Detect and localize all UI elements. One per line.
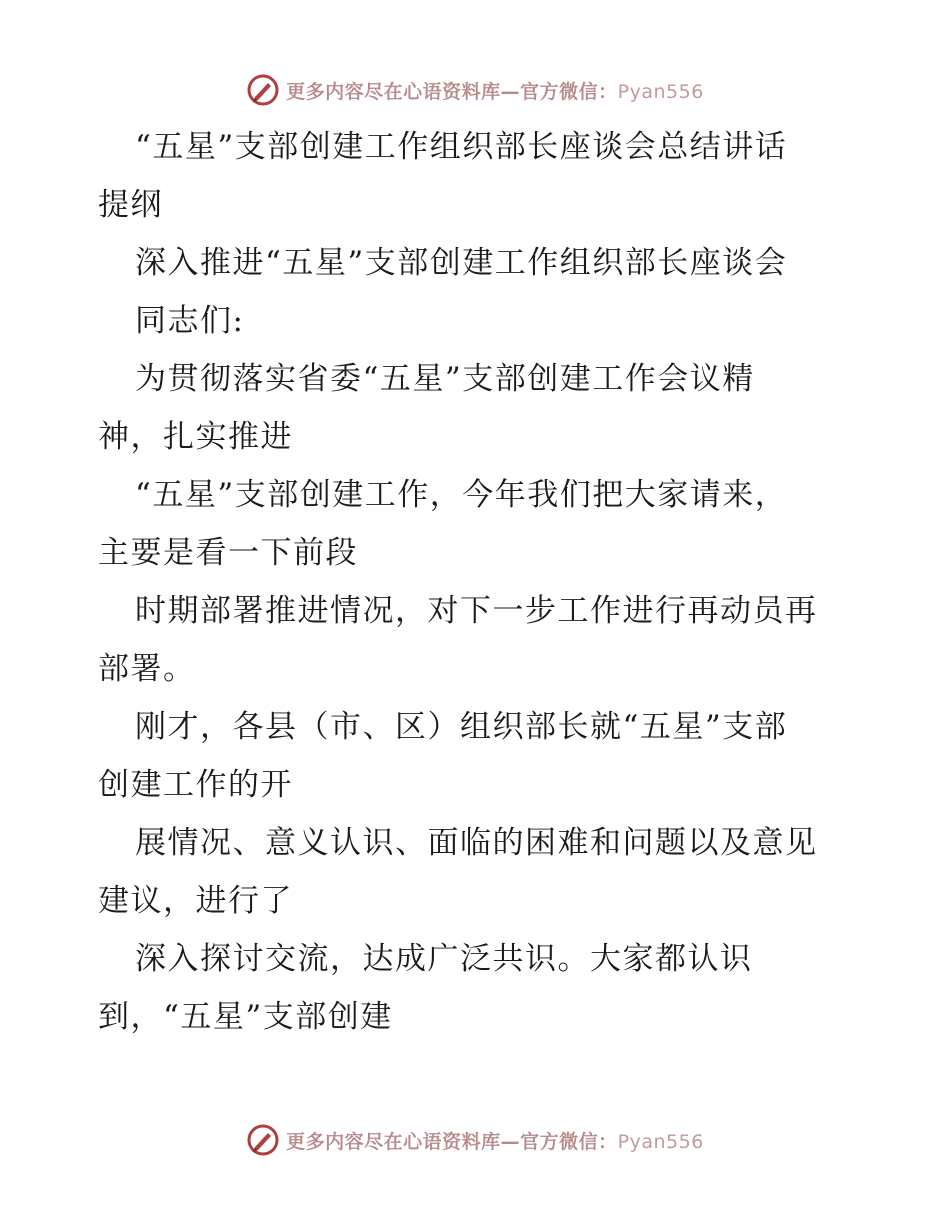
text-line: 部署。 <box>98 651 196 687</box>
pen-logo-icon <box>246 73 280 107</box>
text-line: 深入推进“五星”支部创建工作组织部长座谈会 <box>135 245 788 281</box>
watermark-text: 更多内容尽在心语资料库—官方微信：Pyan556 <box>286 80 704 103</box>
text-line: 深入探讨交流，达成广泛共识。大家都认识 <box>135 941 753 977</box>
text-line: 主要是看一下前段 <box>98 535 358 571</box>
text-line: 展情况、意义认识、面临的困难和问题以及意见 <box>135 825 818 861</box>
text-line: 建议，进行了 <box>98 883 293 919</box>
text-line: “五星”支部创建工作组织部长座谈会总结讲话 <box>135 129 788 165</box>
text-line: 为贯彻落实省委“五星”支部创建工作会议精 <box>135 361 755 397</box>
footer-watermark <box>0 1120 950 1160</box>
watermark-text: 更多内容尽在心语资料库—官方微信：Pyan556 <box>286 1130 704 1153</box>
text-line: 神，扎实推进 <box>98 419 293 455</box>
pen-logo-icon <box>246 1123 280 1157</box>
text-line: 创建工作的开 <box>98 767 293 803</box>
text-line: 同志们: <box>135 303 245 339</box>
text-line: 时期部署推进情况，对下一步工作进行再动员再 <box>135 593 818 629</box>
text-line: 到，“五星”支部创建 <box>98 999 393 1035</box>
document-body <box>98 118 858 1046</box>
header-watermark <box>0 70 950 110</box>
text-line: 提纲 <box>98 187 163 223</box>
text-line: “五星”支部创建工作，今年我们把大家请来， <box>135 477 788 513</box>
text-line: 刚才，各县（市、区）组织部长就“五星”支部 <box>135 709 788 745</box>
